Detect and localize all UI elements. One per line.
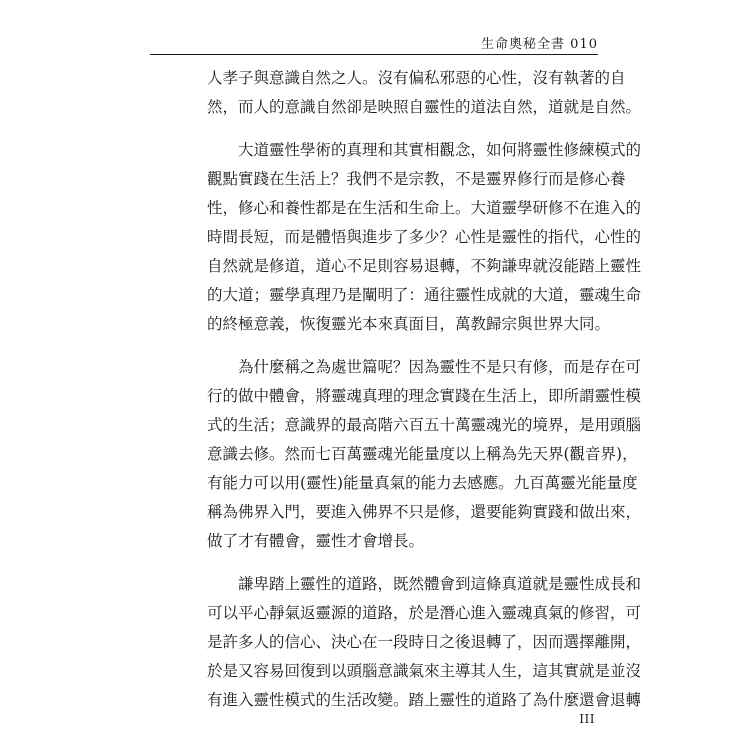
text-line: 做了才有體會，靈性才會增長。 xyxy=(207,532,425,550)
paragraph xyxy=(207,570,642,715)
body-text xyxy=(207,64,642,729)
header-rule xyxy=(150,54,598,55)
text-line: 式的生活；意識界的最高階六百五十萬靈魂光的境界，是用頭腦 xyxy=(207,416,642,434)
text-line: 為什麼稱之為處世篇呢？因為靈性不是只有修，而是存在可 xyxy=(238,358,642,376)
text-line: 的終極意義，恢復靈光本來真面目，萬教歸宗與世界大同。 xyxy=(207,315,611,333)
page-number: III xyxy=(579,712,595,726)
text-line: 的大道；靈學真理乃是闡明了：通往靈性成就的大道，靈魂生命 xyxy=(207,286,642,304)
running-header: 生命奧秘全書 010 xyxy=(481,37,598,52)
paragraph xyxy=(207,64,642,122)
text-line: 行的做中體會，將靈魂真理的理念實踐在生活上，即所謂靈性模 xyxy=(207,387,642,405)
text-line: 時間長短，而是體悟與進步了多少？心性是靈性的指代，心性的 xyxy=(207,228,642,246)
text-line: 有進入靈性模式的生活改變。踏上靈性的道路了為什麼還會退轉 xyxy=(207,691,642,709)
text-line: 然，而人的意識自然卻是映照自靈性的道法自然，道就是自然。 xyxy=(207,98,642,116)
text-line: 稱為佛界入門，要進入佛界不只是修，還要能夠實踐和做出來， xyxy=(207,503,642,521)
text-line: 有能力可以用(靈性)能量真氣的能力去感應。九百萬靈光能量度 xyxy=(207,474,638,492)
text-line: 性，修心和養性都是在生活和生命上。大道靈學研修不在進入的 xyxy=(207,199,642,217)
text-line: 可以平心靜氣返靈源的道路，於是潛心進入靈魂真氣的修習，可 xyxy=(207,604,642,622)
paragraph xyxy=(207,353,642,556)
text-line: 人孝子與意識自然之人。沒有偏私邪惡的心性，沒有執著的自 xyxy=(207,69,626,87)
text-line: 觀點實踐在生活上？我們不是宗教，不是靈界修行而是修心養 xyxy=(207,170,626,188)
text-line: 自然就是修道，道心不足則容易退轉，不夠謙卑就沒能踏上靈性 xyxy=(207,257,642,275)
paragraph xyxy=(207,136,642,339)
text-line: 是許多人的信心、決心在一段時日之後退轉了，因而選擇離開， xyxy=(207,633,642,651)
text-line: 謙卑踏上靈性的道路，既然體會到這條真道就是靈性成長和 xyxy=(238,575,642,593)
text-line: 大道靈性學術的真理和其實相觀念，如何將靈性修練模式的 xyxy=(238,141,642,159)
text-line: 意識去修。然而七百萬靈魂光能量度以上稱為先天界(觀音界)， xyxy=(207,445,638,463)
text-line: 於是又容易回復到以頭腦意識氣來主導其人生，這其實就是並沒 xyxy=(207,662,642,680)
